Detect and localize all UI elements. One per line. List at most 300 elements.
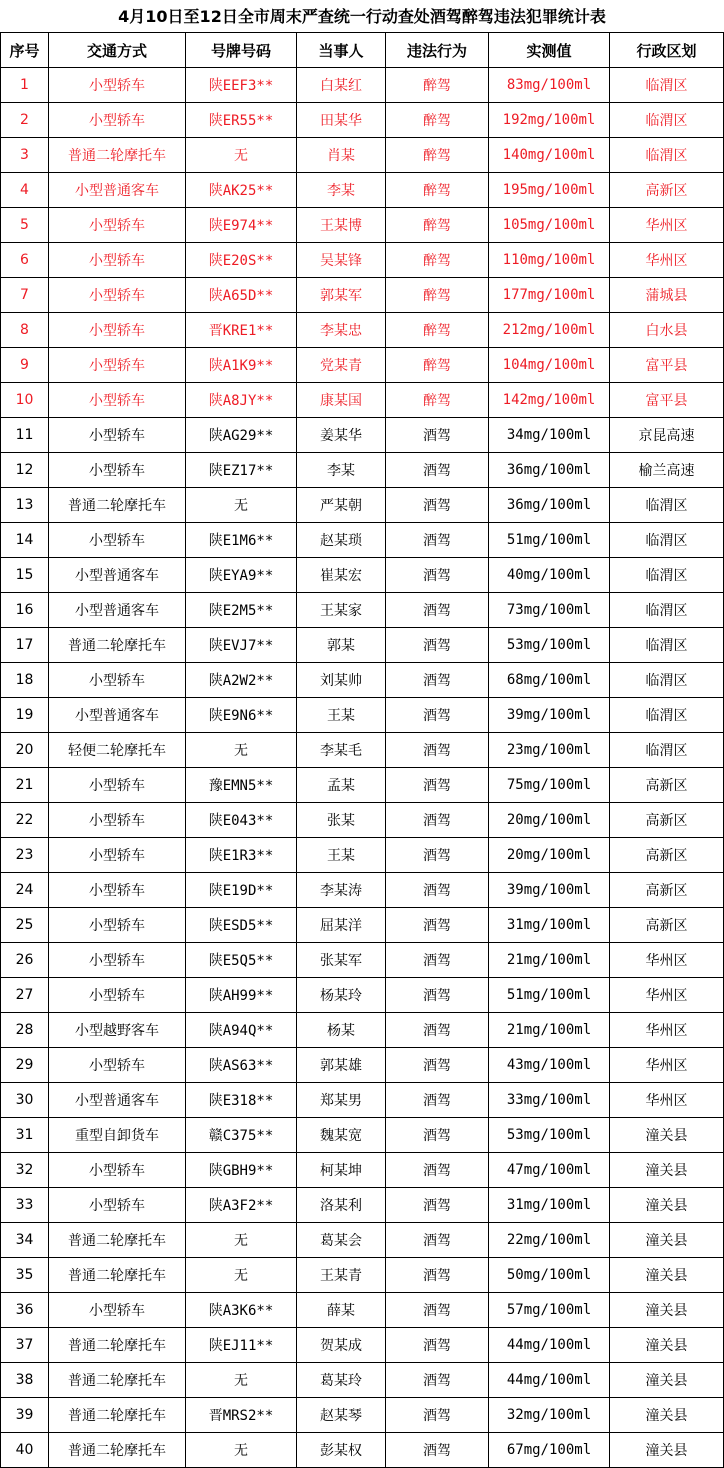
- cell-vehicle: 普通二轮摩托车: [49, 1433, 186, 1468]
- cell-district: 临渭区: [610, 558, 724, 593]
- cell-person: 王某: [297, 838, 386, 873]
- cell-index: 31: [1, 1118, 49, 1153]
- cell-index: 37: [1, 1328, 49, 1363]
- cell-plate: 陕A3F2**: [186, 1188, 297, 1223]
- table-row: [1, 663, 724, 698]
- cell-violation: 酒驾: [386, 838, 489, 873]
- cell-value: 51mg/100ml: [489, 978, 610, 1013]
- cell-violation: 酒驾: [386, 1363, 489, 1398]
- header-vehicle: 交通方式: [49, 33, 186, 68]
- cell-person: 白某红: [297, 68, 386, 103]
- cell-value: 140mg/100ml: [489, 138, 610, 173]
- cell-index: 2: [1, 103, 49, 138]
- cell-district: 潼关县: [610, 1223, 724, 1258]
- cell-person: 李某: [297, 453, 386, 488]
- cell-value: 73mg/100ml: [489, 593, 610, 628]
- cell-index: 1: [1, 68, 49, 103]
- table-row: [1, 68, 724, 103]
- cell-plate: 陕AG29**: [186, 418, 297, 453]
- cell-district: 潼关县: [610, 1258, 724, 1293]
- cell-person: 崔某宏: [297, 558, 386, 593]
- cell-violation: 醉驾: [386, 103, 489, 138]
- cell-value: 31mg/100ml: [489, 908, 610, 943]
- cell-person: 洛某利: [297, 1188, 386, 1223]
- cell-vehicle: 轻便二轮摩托车: [49, 733, 186, 768]
- cell-value: 53mg/100ml: [489, 1118, 610, 1153]
- cell-district: 华州区: [610, 943, 724, 978]
- cell-person: 魏某宽: [297, 1118, 386, 1153]
- table-row: [1, 1188, 724, 1223]
- cell-index: 25: [1, 908, 49, 943]
- cell-value: 75mg/100ml: [489, 768, 610, 803]
- cell-plate: 赣C375**: [186, 1118, 297, 1153]
- cell-index: 12: [1, 453, 49, 488]
- cell-vehicle: 小型轿车: [49, 1153, 186, 1188]
- cell-value: 57mg/100ml: [489, 1293, 610, 1328]
- cell-plate: 陕EYA9**: [186, 558, 297, 593]
- cell-value: 177mg/100ml: [489, 278, 610, 313]
- cell-index: 13: [1, 488, 49, 523]
- cell-district: 临渭区: [610, 663, 724, 698]
- table-row: [1, 418, 724, 453]
- table-row: [1, 558, 724, 593]
- cell-value: 22mg/100ml: [489, 1223, 610, 1258]
- cell-violation: 酒驾: [386, 593, 489, 628]
- cell-person: 王某青: [297, 1258, 386, 1293]
- cell-person: 郑某男: [297, 1083, 386, 1118]
- cell-person: 赵某琐: [297, 523, 386, 558]
- cell-value: 195mg/100ml: [489, 173, 610, 208]
- cell-person: 刘某帅: [297, 663, 386, 698]
- cell-person: 李某毛: [297, 733, 386, 768]
- cell-violation: 醉驾: [386, 348, 489, 383]
- cell-violation: 酒驾: [386, 873, 489, 908]
- cell-vehicle: 小型轿车: [49, 418, 186, 453]
- cell-district: 临渭区: [610, 103, 724, 138]
- table-row: [1, 453, 724, 488]
- cell-plate: 陕E1R3**: [186, 838, 297, 873]
- cell-value: 110mg/100ml: [489, 243, 610, 278]
- table-row: [1, 138, 724, 173]
- cell-value: 51mg/100ml: [489, 523, 610, 558]
- cell-district: 京昆高速: [610, 418, 724, 453]
- cell-person: 李某涛: [297, 873, 386, 908]
- cell-district: 潼关县: [610, 1328, 724, 1363]
- table-row: [1, 1433, 724, 1468]
- cell-vehicle: 小型普通客车: [49, 558, 186, 593]
- cell-vehicle: 小型轿车: [49, 768, 186, 803]
- cell-district: 临渭区: [610, 698, 724, 733]
- cell-vehicle: 小型轿车: [49, 348, 186, 383]
- cell-district: 临渭区: [610, 523, 724, 558]
- cell-plate: 陕EVJ7**: [186, 628, 297, 663]
- cell-violation: 醉驾: [386, 383, 489, 418]
- cell-value: 20mg/100ml: [489, 838, 610, 873]
- cell-vehicle: 小型轿车: [49, 873, 186, 908]
- cell-district: 潼关县: [610, 1153, 724, 1188]
- cell-plate: 无: [186, 1433, 297, 1468]
- cell-index: 29: [1, 1048, 49, 1083]
- cell-person: 杨某: [297, 1013, 386, 1048]
- cell-violation: 酒驾: [386, 1258, 489, 1293]
- cell-vehicle: 小型普通客车: [49, 698, 186, 733]
- cell-value: 192mg/100ml: [489, 103, 610, 138]
- cell-plate: 陕A1K9**: [186, 348, 297, 383]
- cell-plate: 陕A3K6**: [186, 1293, 297, 1328]
- cell-value: 44mg/100ml: [489, 1363, 610, 1398]
- cell-vehicle: 普通二轮摩托车: [49, 1328, 186, 1363]
- cell-violation: 醉驾: [386, 173, 489, 208]
- cell-violation: 酒驾: [386, 1433, 489, 1468]
- cell-person: 姜某华: [297, 418, 386, 453]
- header-district: 行政区划: [610, 33, 724, 68]
- cell-violation: 酒驾: [386, 1048, 489, 1083]
- cell-index: 28: [1, 1013, 49, 1048]
- cell-district: 潼关县: [610, 1293, 724, 1328]
- cell-violation: 酒驾: [386, 488, 489, 523]
- cell-index: 38: [1, 1363, 49, 1398]
- cell-vehicle: 小型普通客车: [49, 593, 186, 628]
- cell-district: 富平县: [610, 348, 724, 383]
- cell-district: 潼关县: [610, 1363, 724, 1398]
- cell-violation: 酒驾: [386, 698, 489, 733]
- cell-district: 潼关县: [610, 1188, 724, 1223]
- table-row: [1, 943, 724, 978]
- cell-violation: 酒驾: [386, 1328, 489, 1363]
- table-row: [1, 1258, 724, 1293]
- cell-violation: 酒驾: [386, 1398, 489, 1433]
- cell-person: 党某青: [297, 348, 386, 383]
- cell-district: 蒲城县: [610, 278, 724, 313]
- cell-vehicle: 普通二轮摩托车: [49, 488, 186, 523]
- cell-person: 葛某玲: [297, 1363, 386, 1398]
- cell-index: 21: [1, 768, 49, 803]
- cell-district: 华州区: [610, 208, 724, 243]
- cell-index: 4: [1, 173, 49, 208]
- statistics-table: [0, 32, 724, 1468]
- cell-violation: 酒驾: [386, 943, 489, 978]
- cell-violation: 酒驾: [386, 418, 489, 453]
- cell-plate: 陕A65D**: [186, 278, 297, 313]
- cell-plate: 陕A94Q**: [186, 1013, 297, 1048]
- cell-index: 26: [1, 943, 49, 978]
- cell-district: 临渭区: [610, 733, 724, 768]
- cell-person: 李某忠: [297, 313, 386, 348]
- cell-violation: 酒驾: [386, 1188, 489, 1223]
- cell-person: 肖某: [297, 138, 386, 173]
- cell-plate: 无: [186, 138, 297, 173]
- table-row: [1, 523, 724, 558]
- cell-value: 50mg/100ml: [489, 1258, 610, 1293]
- cell-vehicle: 普通二轮摩托车: [49, 1258, 186, 1293]
- cell-district: 临渭区: [610, 628, 724, 663]
- table-row: [1, 1223, 724, 1258]
- cell-value: 68mg/100ml: [489, 663, 610, 698]
- table-row: [1, 208, 724, 243]
- cell-violation: 酒驾: [386, 1293, 489, 1328]
- table-row: [1, 1328, 724, 1363]
- cell-index: 3: [1, 138, 49, 173]
- cell-value: 21mg/100ml: [489, 1013, 610, 1048]
- cell-person: 赵某琴: [297, 1398, 386, 1433]
- cell-vehicle: 小型轿车: [49, 278, 186, 313]
- cell-vehicle: 普通二轮摩托车: [49, 628, 186, 663]
- cell-person: 王某家: [297, 593, 386, 628]
- cell-violation: 酒驾: [386, 1013, 489, 1048]
- table-row: [1, 383, 724, 418]
- cell-index: 20: [1, 733, 49, 768]
- cell-person: 严某朝: [297, 488, 386, 523]
- cell-value: 39mg/100ml: [489, 698, 610, 733]
- cell-district: 华州区: [610, 1013, 724, 1048]
- cell-violation: 酒驾: [386, 628, 489, 663]
- cell-violation: 酒驾: [386, 663, 489, 698]
- cell-value: 142mg/100ml: [489, 383, 610, 418]
- table-row: [1, 243, 724, 278]
- cell-plate: 陕E2M5**: [186, 593, 297, 628]
- cell-value: 34mg/100ml: [489, 418, 610, 453]
- cell-vehicle: 小型轿车: [49, 383, 186, 418]
- cell-plate: 陕E5Q5**: [186, 943, 297, 978]
- cell-violation: 酒驾: [386, 908, 489, 943]
- cell-index: 10: [1, 383, 49, 418]
- cell-person: 王某: [297, 698, 386, 733]
- cell-district: 临渭区: [610, 138, 724, 173]
- cell-vehicle: 小型轿车: [49, 103, 186, 138]
- cell-person: 王某博: [297, 208, 386, 243]
- cell-plate: 陕AS63**: [186, 1048, 297, 1083]
- cell-plate: 陕E318**: [186, 1083, 297, 1118]
- cell-district: 华州区: [610, 1048, 724, 1083]
- table-row: [1, 488, 724, 523]
- cell-district: 榆兰高速: [610, 453, 724, 488]
- cell-index: 19: [1, 698, 49, 733]
- cell-person: 田某华: [297, 103, 386, 138]
- cell-value: 47mg/100ml: [489, 1153, 610, 1188]
- table-row: [1, 873, 724, 908]
- table-row: [1, 1083, 724, 1118]
- cell-person: 贺某成: [297, 1328, 386, 1363]
- cell-violation: 酒驾: [386, 453, 489, 488]
- cell-index: 32: [1, 1153, 49, 1188]
- cell-district: 白水县: [610, 313, 724, 348]
- cell-plate: 陕EJ11**: [186, 1328, 297, 1363]
- cell-violation: 酒驾: [386, 1153, 489, 1188]
- cell-vehicle: 小型轿车: [49, 838, 186, 873]
- cell-violation: 酒驾: [386, 978, 489, 1013]
- cell-value: 21mg/100ml: [489, 943, 610, 978]
- cell-index: 22: [1, 803, 49, 838]
- table-row: [1, 1118, 724, 1153]
- cell-index: 39: [1, 1398, 49, 1433]
- table-row: [1, 978, 724, 1013]
- cell-plate: 无: [186, 1363, 297, 1398]
- cell-index: 24: [1, 873, 49, 908]
- cell-district: 华州区: [610, 978, 724, 1013]
- cell-person: 张某: [297, 803, 386, 838]
- cell-value: 44mg/100ml: [489, 1328, 610, 1363]
- cell-value: 43mg/100ml: [489, 1048, 610, 1083]
- table-row: [1, 628, 724, 663]
- cell-district: 高新区: [610, 908, 724, 943]
- cell-district: 高新区: [610, 838, 724, 873]
- cell-person: 张某军: [297, 943, 386, 978]
- cell-person: 屈某洋: [297, 908, 386, 943]
- cell-vehicle: 普通二轮摩托车: [49, 1223, 186, 1258]
- table-body: [1, 68, 724, 1468]
- cell-violation: 酒驾: [386, 1223, 489, 1258]
- table-row: [1, 803, 724, 838]
- cell-vehicle: 小型轿车: [49, 978, 186, 1013]
- cell-violation: 酒驾: [386, 558, 489, 593]
- cell-vehicle: 小型普通客车: [49, 1083, 186, 1118]
- header-violation: 违法行为: [386, 33, 489, 68]
- header-index: 序号: [1, 33, 49, 68]
- table-row: [1, 173, 724, 208]
- cell-district: 潼关县: [610, 1118, 724, 1153]
- cell-plate: 陕E19D**: [186, 873, 297, 908]
- cell-district: 富平县: [610, 383, 724, 418]
- table-row: [1, 1363, 724, 1398]
- cell-index: 7: [1, 278, 49, 313]
- table-row: [1, 1398, 724, 1433]
- cell-value: 67mg/100ml: [489, 1433, 610, 1468]
- cell-vehicle: 小型普通客车: [49, 173, 186, 208]
- cell-vehicle: 普通二轮摩托车: [49, 1398, 186, 1433]
- header-value: 实测值: [489, 33, 610, 68]
- cell-vehicle: 小型轿车: [49, 523, 186, 558]
- cell-violation: 醉驾: [386, 68, 489, 103]
- cell-vehicle: 小型轿车: [49, 908, 186, 943]
- cell-value: 33mg/100ml: [489, 1083, 610, 1118]
- cell-plate: 无: [186, 488, 297, 523]
- cell-person: 孟某: [297, 768, 386, 803]
- cell-district: 高新区: [610, 768, 724, 803]
- cell-plate: 陕E974**: [186, 208, 297, 243]
- cell-index: 8: [1, 313, 49, 348]
- cell-value: 40mg/100ml: [489, 558, 610, 593]
- cell-vehicle: 小型轿车: [49, 1048, 186, 1083]
- cell-plate: 晋KRE1**: [186, 313, 297, 348]
- header-plate: 号牌号码: [186, 33, 297, 68]
- cell-person: 郭某雄: [297, 1048, 386, 1083]
- cell-vehicle: 小型轿车: [49, 803, 186, 838]
- cell-district: 潼关县: [610, 1433, 724, 1468]
- table-row: [1, 1048, 724, 1083]
- cell-violation: 醉驾: [386, 138, 489, 173]
- cell-vehicle: 小型轿车: [49, 663, 186, 698]
- cell-violation: 酒驾: [386, 733, 489, 768]
- cell-person: 彭某权: [297, 1433, 386, 1468]
- cell-violation: 酒驾: [386, 1083, 489, 1118]
- cell-plate: 陕E043**: [186, 803, 297, 838]
- cell-index: 36: [1, 1293, 49, 1328]
- cell-plate: 陕ER55**: [186, 103, 297, 138]
- table-row: [1, 313, 724, 348]
- cell-plate: 无: [186, 733, 297, 768]
- cell-value: 53mg/100ml: [489, 628, 610, 663]
- cell-person: 吴某锋: [297, 243, 386, 278]
- table-row: [1, 768, 724, 803]
- table-row: [1, 1293, 724, 1328]
- cell-value: 212mg/100ml: [489, 313, 610, 348]
- cell-index: 15: [1, 558, 49, 593]
- cell-index: 34: [1, 1223, 49, 1258]
- cell-district: 临渭区: [610, 68, 724, 103]
- cell-plate: 陕A8JY**: [186, 383, 297, 418]
- cell-index: 14: [1, 523, 49, 558]
- cell-plate: 陕EZ17**: [186, 453, 297, 488]
- cell-district: 华州区: [610, 243, 724, 278]
- table-header-row: [1, 33, 724, 68]
- cell-value: 31mg/100ml: [489, 1188, 610, 1223]
- cell-violation: 醉驾: [386, 313, 489, 348]
- cell-value: 36mg/100ml: [489, 488, 610, 523]
- cell-value: 32mg/100ml: [489, 1398, 610, 1433]
- cell-value: 20mg/100ml: [489, 803, 610, 838]
- cell-index: 40: [1, 1433, 49, 1468]
- cell-plate: 豫EMN5**: [186, 768, 297, 803]
- table-row: [1, 1153, 724, 1188]
- cell-plate: 无: [186, 1223, 297, 1258]
- cell-plate: 陕E9N6**: [186, 698, 297, 733]
- cell-vehicle: 小型轿车: [49, 453, 186, 488]
- cell-vehicle: 普通二轮摩托车: [49, 138, 186, 173]
- cell-person: 葛某会: [297, 1223, 386, 1258]
- cell-district: 高新区: [610, 173, 724, 208]
- cell-district: 临渭区: [610, 488, 724, 523]
- cell-district: 临渭区: [610, 593, 724, 628]
- header-person: 当事人: [297, 33, 386, 68]
- cell-index: 17: [1, 628, 49, 663]
- cell-vehicle: 小型轿车: [49, 208, 186, 243]
- cell-plate: 陕ESD5**: [186, 908, 297, 943]
- cell-person: 杨某玲: [297, 978, 386, 1013]
- cell-value: 23mg/100ml: [489, 733, 610, 768]
- cell-vehicle: 小型轿车: [49, 313, 186, 348]
- cell-vehicle: 小型轿车: [49, 1293, 186, 1328]
- cell-violation: 酒驾: [386, 1118, 489, 1153]
- cell-person: 康某国: [297, 383, 386, 418]
- page-title: 4月10日至12日全市周末严查统一行动查处酒驾醉驾违法犯罪统计表: [118, 7, 606, 26]
- cell-violation: 醉驾: [386, 208, 489, 243]
- cell-value: 39mg/100ml: [489, 873, 610, 908]
- cell-district: 潼关县: [610, 1398, 724, 1433]
- cell-violation: 酒驾: [386, 803, 489, 838]
- cell-person: 郭某: [297, 628, 386, 663]
- cell-violation: 醉驾: [386, 278, 489, 313]
- table-row: [1, 733, 724, 768]
- table-row: [1, 908, 724, 943]
- table-row: [1, 593, 724, 628]
- cell-index: 30: [1, 1083, 49, 1118]
- cell-vehicle: 小型越野客车: [49, 1013, 186, 1048]
- cell-person: 柯某坤: [297, 1153, 386, 1188]
- cell-plate: 无: [186, 1258, 297, 1293]
- cell-vehicle: 小型轿车: [49, 243, 186, 278]
- cell-person: 李某: [297, 173, 386, 208]
- cell-violation: 酒驾: [386, 768, 489, 803]
- cell-plate: 陕E20S**: [186, 243, 297, 278]
- cell-plate: 陕GBH9**: [186, 1153, 297, 1188]
- cell-plate: 晋MRS2**: [186, 1398, 297, 1433]
- cell-plate: 陕A2W2**: [186, 663, 297, 698]
- cell-index: 6: [1, 243, 49, 278]
- cell-plate: 陕AH99**: [186, 978, 297, 1013]
- cell-vehicle: 普通二轮摩托车: [49, 1363, 186, 1398]
- cell-value: 83mg/100ml: [489, 68, 610, 103]
- table-row: [1, 838, 724, 873]
